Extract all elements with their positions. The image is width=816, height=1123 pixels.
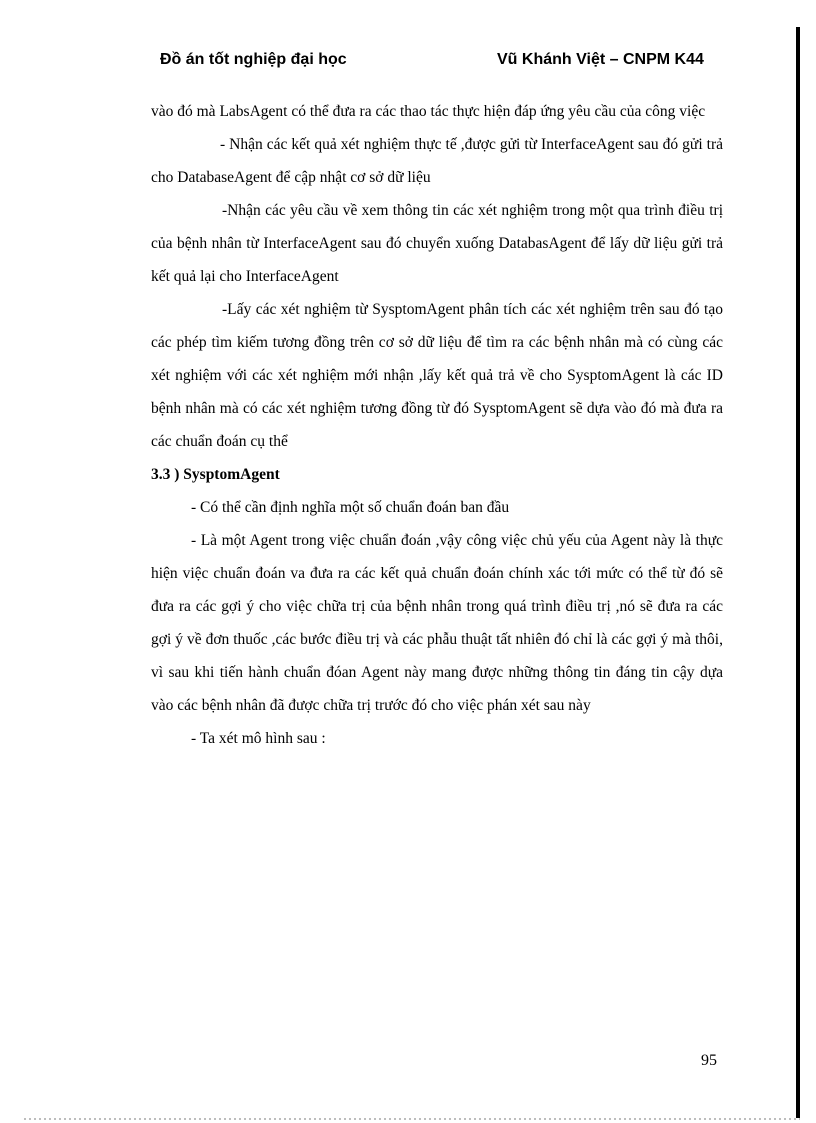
page-header [0,51,816,73]
header-author-class: Vũ Khánh Việt – CNPM K44 [497,51,704,68]
document-body [151,95,723,755]
paragraph-receive-test-results: - Nhận các kết quả xét nghiệm thực tế ,được gửi từ InterfaceAgent sau đó gửi trả cho DatabaseAgent để cập nhật cơ sở dữ liệu [151,136,723,186]
paragraph-initial-diagnosis: - Có thể cần định nghĩa một số chuẩn đoán ban đầu [191,499,510,516]
page-number: 95 [701,1052,717,1069]
paragraph-view-test-info: -Nhận các yêu cầu về xem thông tin các xét nghiệm trong một qua trình điều trị của bệnh nhân từ InterfaceAgent sau đó chuyển xuống DatabasAgent để lấy dữ liệu gửi trả kết quả lại cho InterfaceAgent [151,202,723,285]
page-border-right [796,27,800,1118]
paragraph-analyze-tests: -Lấy các xét nghiệm từ SysptomAgent phân tích các xét nghiệm trên sau đó tạo các phép tìm kiếm tương đồng trên cơ sở dữ liệu để tìm ra các bệnh nhân mà có cùng các xét nghiệm với các xét nghiệm mới nhận ,lấy kết quả trả về cho SysptomAgent là các ID bệnh nhân mà có các xét nghiệm tương đồng từ đó SysptomAgent sẽ dựa vào đó mà đưa ra các chuẩn đoán cụ thể [151,301,723,450]
header-document-title: Đồ án tốt nghiệp đại học [160,51,347,68]
paragraph-diagnosis-agent: - Là một Agent trong việc chuẩn đoán ,vậy công việc chủ yếu của Agent này là thực hiện việc chuẩn đoán va đưa ra các kết quả chuẩn đoán chính xác tới mức có thể từ đó sẽ đưa ra các gợi ý cho việc chữa trị của bệnh nhân trong quá trình điều trị ,nó sẽ đưa ra các gợi ý về đơn thuốc ,các bước điều trị và các phẫu thuật tất nhiên đó chỉ là các gợi ý mà thôi, vì sau khi tiến hành chuẩn đóan Agent này mang được những thông tin đáng tin cậy dựa vào các bệnh nhân đã được chữa trị trước đó cho việc phán xét sau này [151,532,723,714]
page-border-bottom [24,1118,800,1120]
paragraph-model-intro: - Ta xét mô hình sau : [191,730,326,747]
section-heading-sysptomagent: 3.3 ) SysptomAgent [151,466,280,483]
paragraph-continuation: vào đó mà LabsAgent có thể đưa ra các thao tác thực hiện đáp ứng yêu cầu của công việc [151,103,706,120]
